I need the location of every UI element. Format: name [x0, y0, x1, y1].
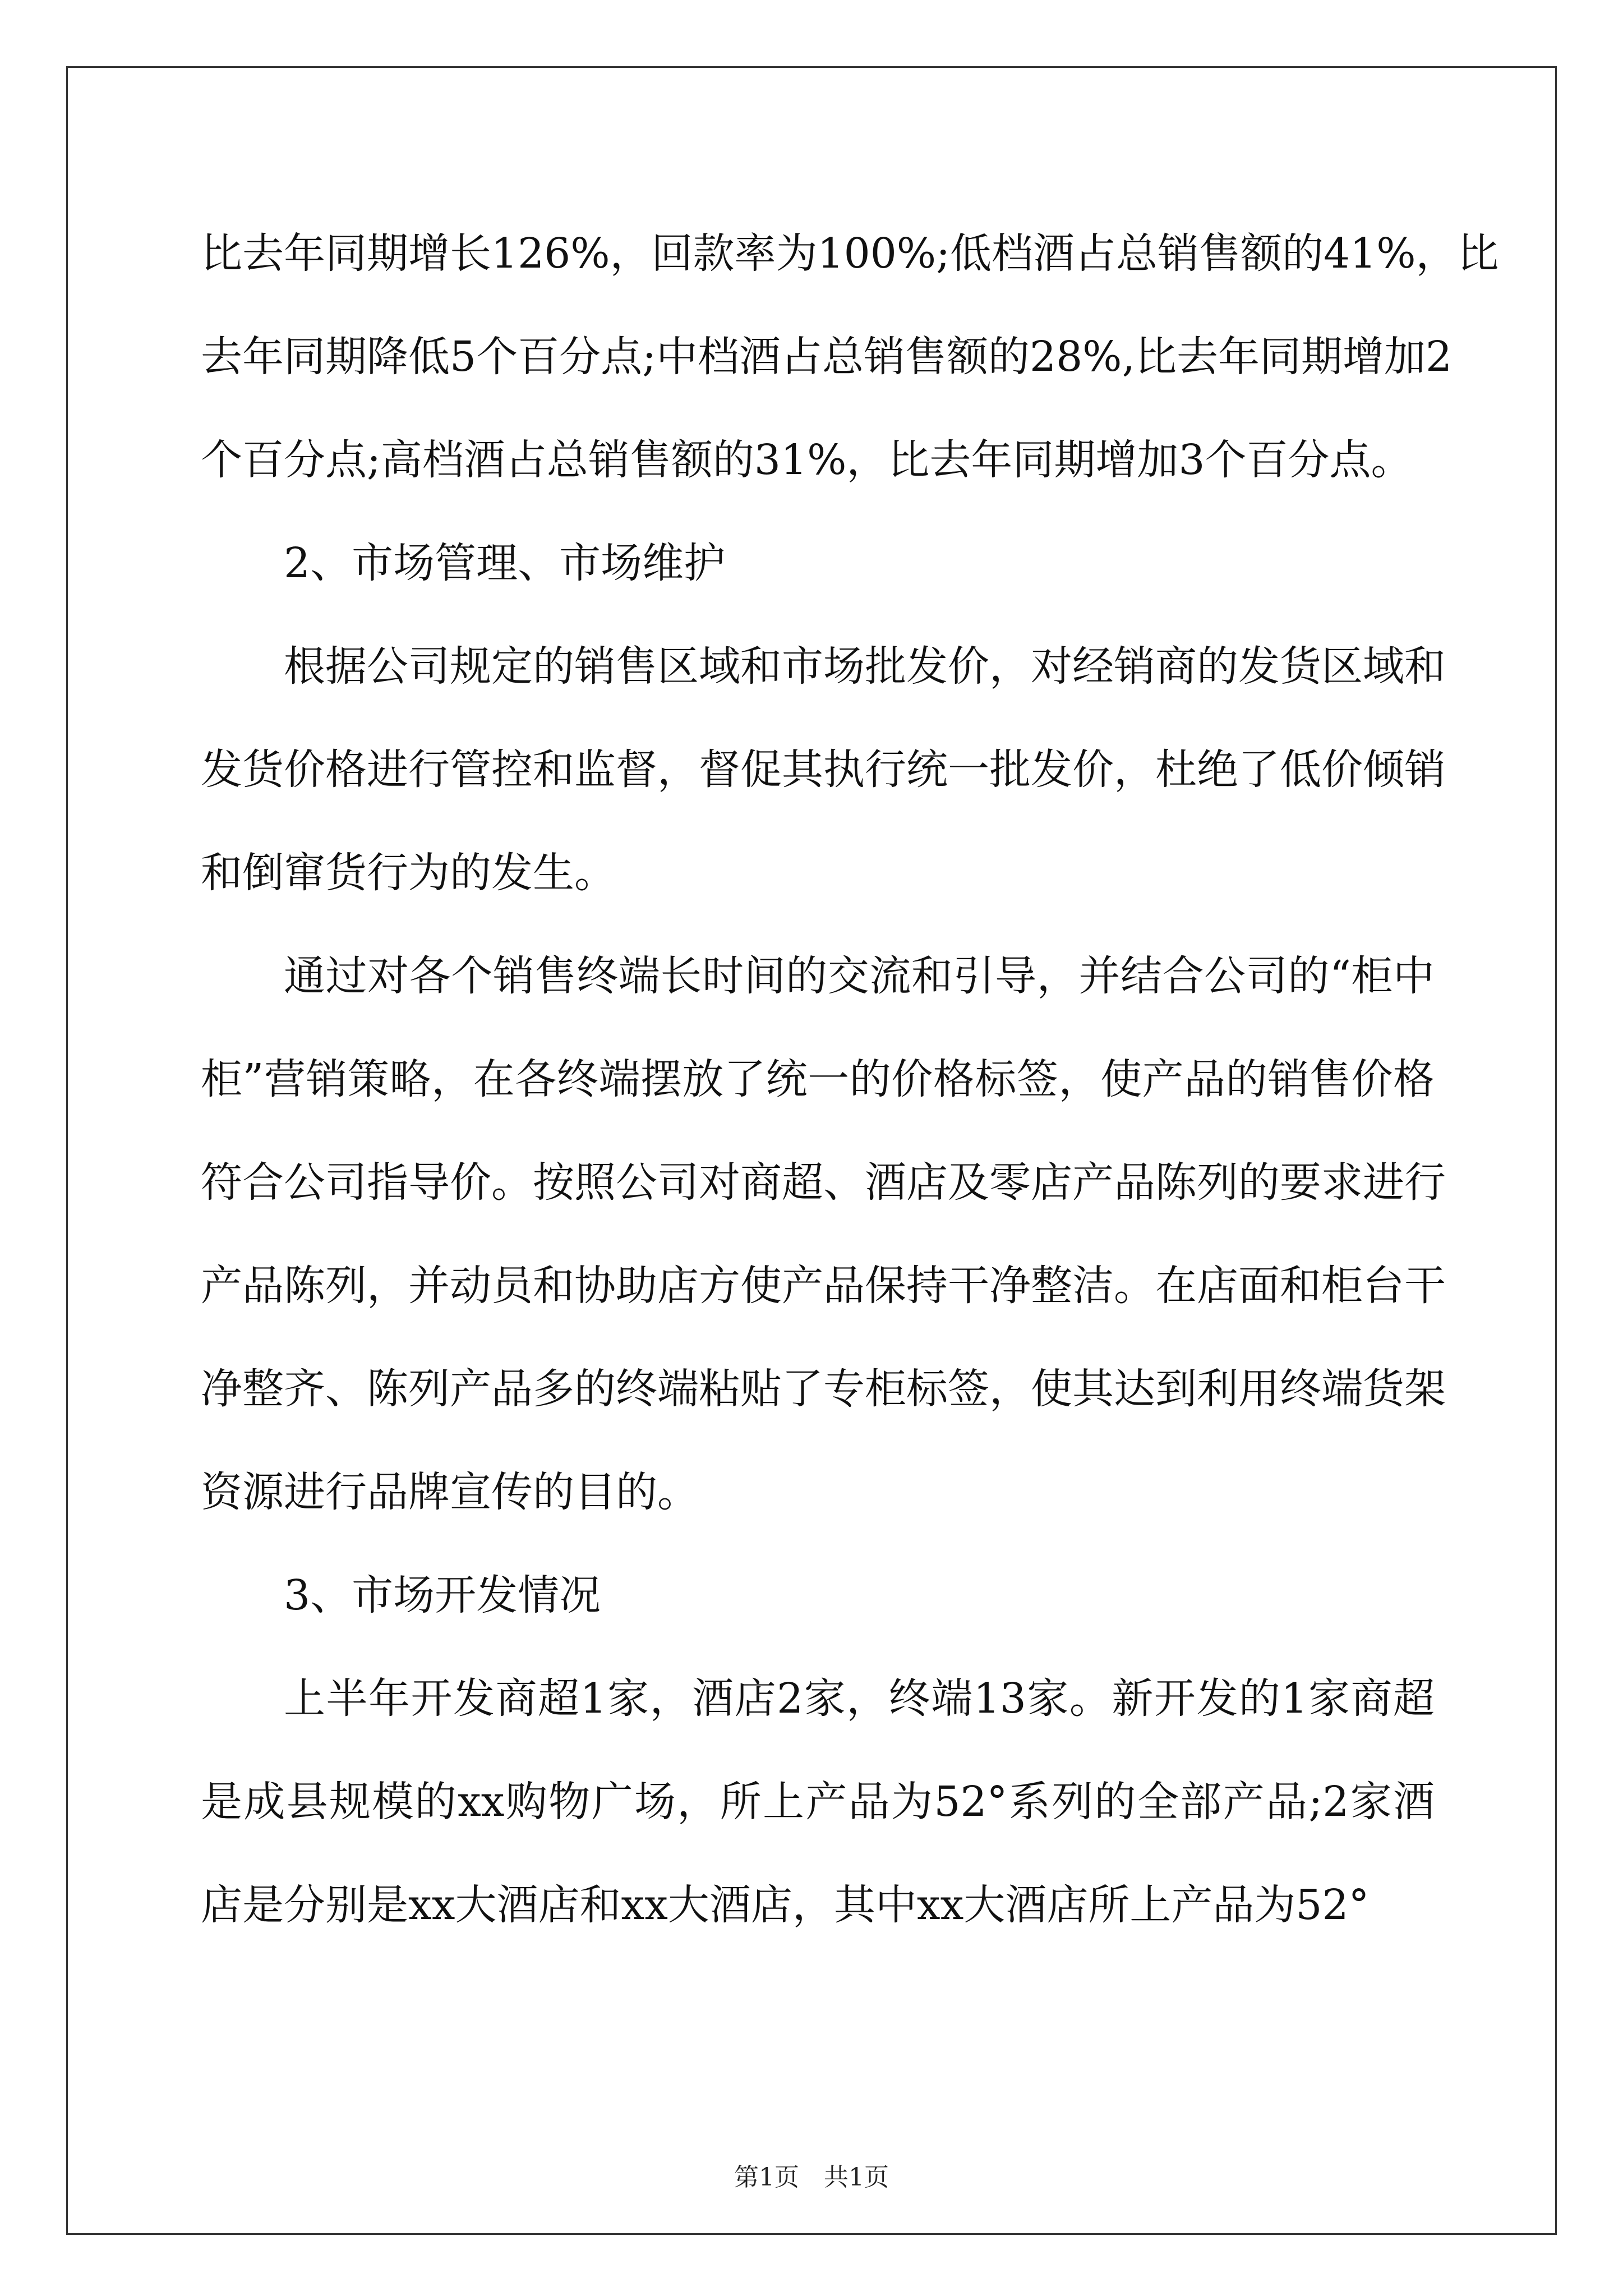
- text-line: 净整齐、陈列产品多的终端粘贴了专柜标签，使其达到利用终端货架: [201, 1365, 1446, 1413]
- text-line: 资源进行品牌宣传的目的。: [201, 1468, 699, 1516]
- text-line: 个百分点;高档酒占总销售额的31%，比去年同期增加3个百分点。: [201, 436, 1413, 484]
- text-line: 符合公司指导价。按照公司对商超、酒店及零店产品陈列的要求进行: [201, 1158, 1446, 1207]
- document-body: [201, 202, 1499, 1957]
- section-heading: 2、市场管理、市场维护: [284, 539, 726, 587]
- text-line: 产品陈列，并动员和协助店方使产品保持干净整洁。在店面和柜台干: [201, 1262, 1446, 1310]
- text-line: 去年同期降低5个百分点;中档酒占总销售额的28%,比去年同期增加2: [201, 333, 1453, 381]
- text-line: 比去年同期增长126%，回款率为100%;低档酒占总销售额的41%，比: [201, 229, 1499, 278]
- page-footer: 第1页 共1页: [734, 2163, 889, 2192]
- text-line: 上半年开发商超1家，酒店2家，终端13家。新开发的1家商超: [284, 1674, 1435, 1723]
- text-line: 通过对各个销售终端长时间的交流和引导，并结合公司的“柜中: [284, 952, 1435, 1000]
- text-line: 是成县规模的xx购物广场，所上产品为52°系列的全部产品;2家酒: [201, 1778, 1435, 1826]
- section-heading: 3、市场开发情况: [284, 1571, 601, 1619]
- text-line: 和倒窜货行为的发生。: [201, 849, 616, 897]
- text-line: 店是分别是xx大酒店和xx大酒店，其中xx大酒店所上产品为52°: [201, 1881, 1370, 1929]
- text-line: 柜”营销策略，在各终端摆放了统一的价格标签，使产品的销售价格: [201, 1055, 1435, 1103]
- text-line: 根据公司规定的销售区域和市场批发价，对经销商的发货区域和: [284, 642, 1446, 691]
- text-line: 发货价格进行管控和监督，督促其执行统一批发价，杜绝了低价倾销: [201, 746, 1446, 794]
